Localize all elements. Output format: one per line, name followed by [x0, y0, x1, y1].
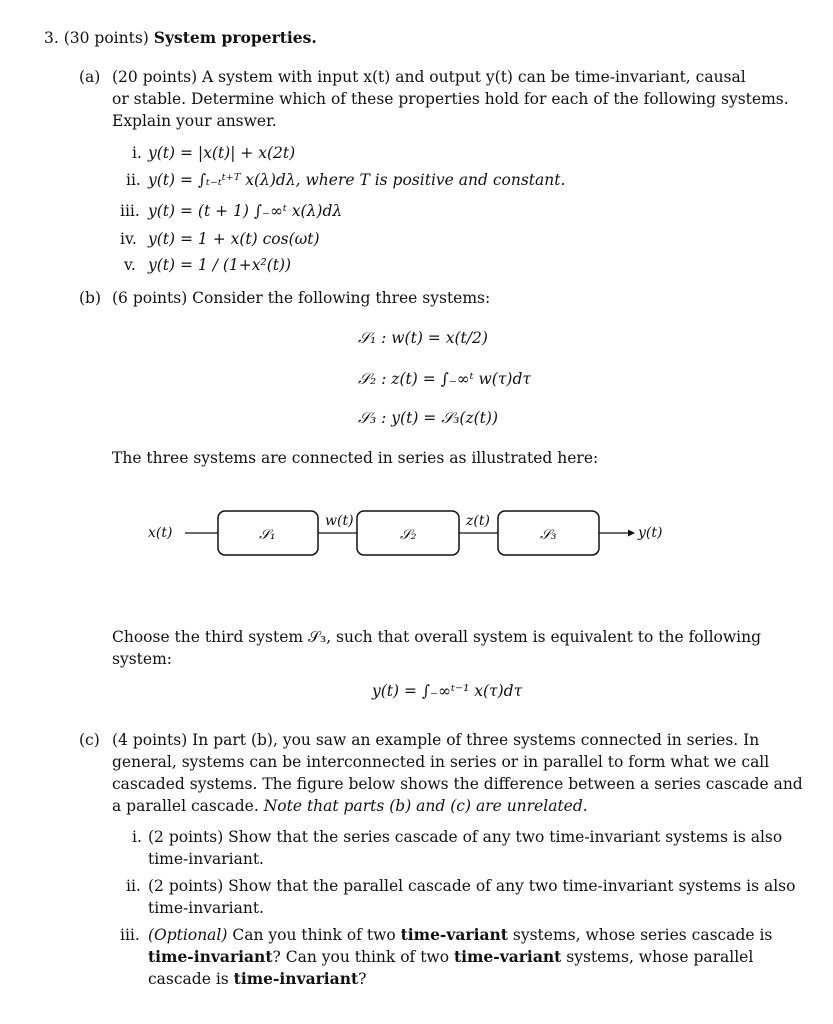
part-c-line2: general, systems can be interconnected in series or in parallel to form what we call	[112, 753, 770, 771]
part-c-item-iii-line1	[148, 924, 772, 946]
optional-bold4: time-invariant	[233, 969, 359, 988]
part-c-item-iii-label: iii.	[120, 926, 140, 944]
part-a-item-ii-label: ii.	[126, 171, 141, 189]
system-s3-equation: 𝒮₃ : y(t) = 𝒮₃(z(t))	[358, 409, 499, 427]
part-c-item-iii-line3	[148, 968, 366, 990]
optional-bold3: time-variant	[453, 947, 562, 966]
part-c-item-i-line2: time-invariant.	[148, 850, 264, 868]
signal-w-label: w(t)	[325, 513, 354, 529]
optional-seg5: cascade is	[148, 970, 229, 988]
series-intro-text: The three systems are connected in series as illustrated here:	[112, 449, 599, 467]
part-a-label: (a)	[79, 68, 101, 86]
part-c-line3: cascaded systems. The figure below shows the difference between a series cascade and	[112, 775, 803, 793]
system-s2-equation: 𝒮₂ : z(t) = ∫₋∞ᵗ w(τ)dτ	[358, 370, 531, 388]
part-c-item-i-line1: (2 points) Show that the series cascade of any two time-invariant systems is also	[148, 828, 783, 846]
part-b-intro: (6 points) Consider the following three systems:	[112, 289, 491, 307]
problem-header	[44, 27, 317, 49]
part-a-item-v-label: v.	[124, 256, 136, 274]
problem-points: (30 points)	[63, 29, 149, 47]
block-s2-label: 𝒮₂	[400, 527, 417, 543]
part-c-item-ii-line1: (2 points) Show that the parallel cascade of any two time-invariant systems is also	[148, 877, 796, 895]
part-a-item-i-label: i.	[132, 144, 142, 162]
part-a-item-iv-label: iv.	[120, 230, 137, 248]
target-system-equation: y(t) = ∫₋∞ᵗ⁻¹ x(τ)dτ	[372, 682, 523, 700]
diagram-output-label: y(t)	[638, 525, 663, 541]
part-a-item-iii-expr: y(t) = (t + 1) ∫₋∞ᵗ x(λ)dλ	[148, 202, 343, 220]
part-c-label: (c)	[79, 731, 100, 749]
optional-seg2: systems, whose series cascade is	[512, 926, 773, 944]
part-a-item-v-expr: y(t) = 1 / (1+x²(t))	[148, 256, 292, 274]
part-c-item-ii-label: ii.	[126, 877, 141, 895]
optional-tag: (Optional)	[148, 926, 228, 944]
problem-number: 3.	[44, 29, 59, 47]
optional-seg1: Can you think of two	[232, 926, 396, 944]
part-c-line4	[112, 795, 588, 817]
part-a-text-line3: Explain your answer.	[112, 112, 277, 130]
part-c-note: Note that parts (b) and (c) are unrelated.	[263, 797, 588, 815]
part-c-item-i-label: i.	[132, 828, 142, 846]
optional-bold2: time-invariant	[148, 947, 273, 966]
signal-z-label: z(t)	[466, 513, 490, 529]
part-a-item-i-expr: y(t) = |x(t)| + x(2t)	[148, 144, 296, 162]
optional-seg4: systems, whose parallel	[566, 948, 754, 966]
part-c-line4-text: a parallel cascade.	[112, 797, 259, 815]
part-a-item-iv-expr: y(t) = 1 + x(t) cos(ωt)	[148, 230, 320, 248]
choose-s3-line1: Choose the third system 𝒮₃, such that overall system is equivalent to the following	[112, 628, 762, 646]
problem-title: System properties.	[153, 28, 317, 47]
optional-seg3: ? Can you think of two	[272, 948, 450, 966]
part-c-item-iii-line2	[148, 946, 753, 968]
optional-bold1: time-variant	[400, 925, 508, 944]
part-a-item-iii-label: iii.	[120, 202, 140, 220]
block-s1-label: 𝒮₁	[259, 527, 276, 543]
part-c-item-ii-line2: time-invariant.	[148, 899, 264, 917]
series-block-diagram	[0, 495, 833, 575]
part-c-line1: (4 points) In part (b), you saw an example of three systems connected in series. In	[112, 731, 760, 749]
choose-s3-line2: system:	[112, 650, 172, 668]
part-a-text-line1: (20 points) A system with input x(t) and output y(t) can be time-invariant, causal	[112, 68, 746, 86]
part-b-label: (b)	[79, 289, 102, 307]
output-arrowhead	[628, 530, 635, 537]
part-a-item-ii-expr: y(t) = ∫ₜ₋ₜᵗ⁺ᵀ x(λ)dλ, where T is positive and constant.	[148, 171, 566, 189]
part-a-text-line2: or stable. Determine which of these properties hold for each of the following systems.	[112, 90, 789, 108]
system-s1-equation: 𝒮₁ : w(t) = x(t/2)	[358, 329, 488, 347]
diagram-input-label: x(t)	[148, 525, 173, 541]
block-s3-label: 𝒮₃	[540, 527, 557, 543]
optional-seg6: ?	[358, 970, 367, 988]
